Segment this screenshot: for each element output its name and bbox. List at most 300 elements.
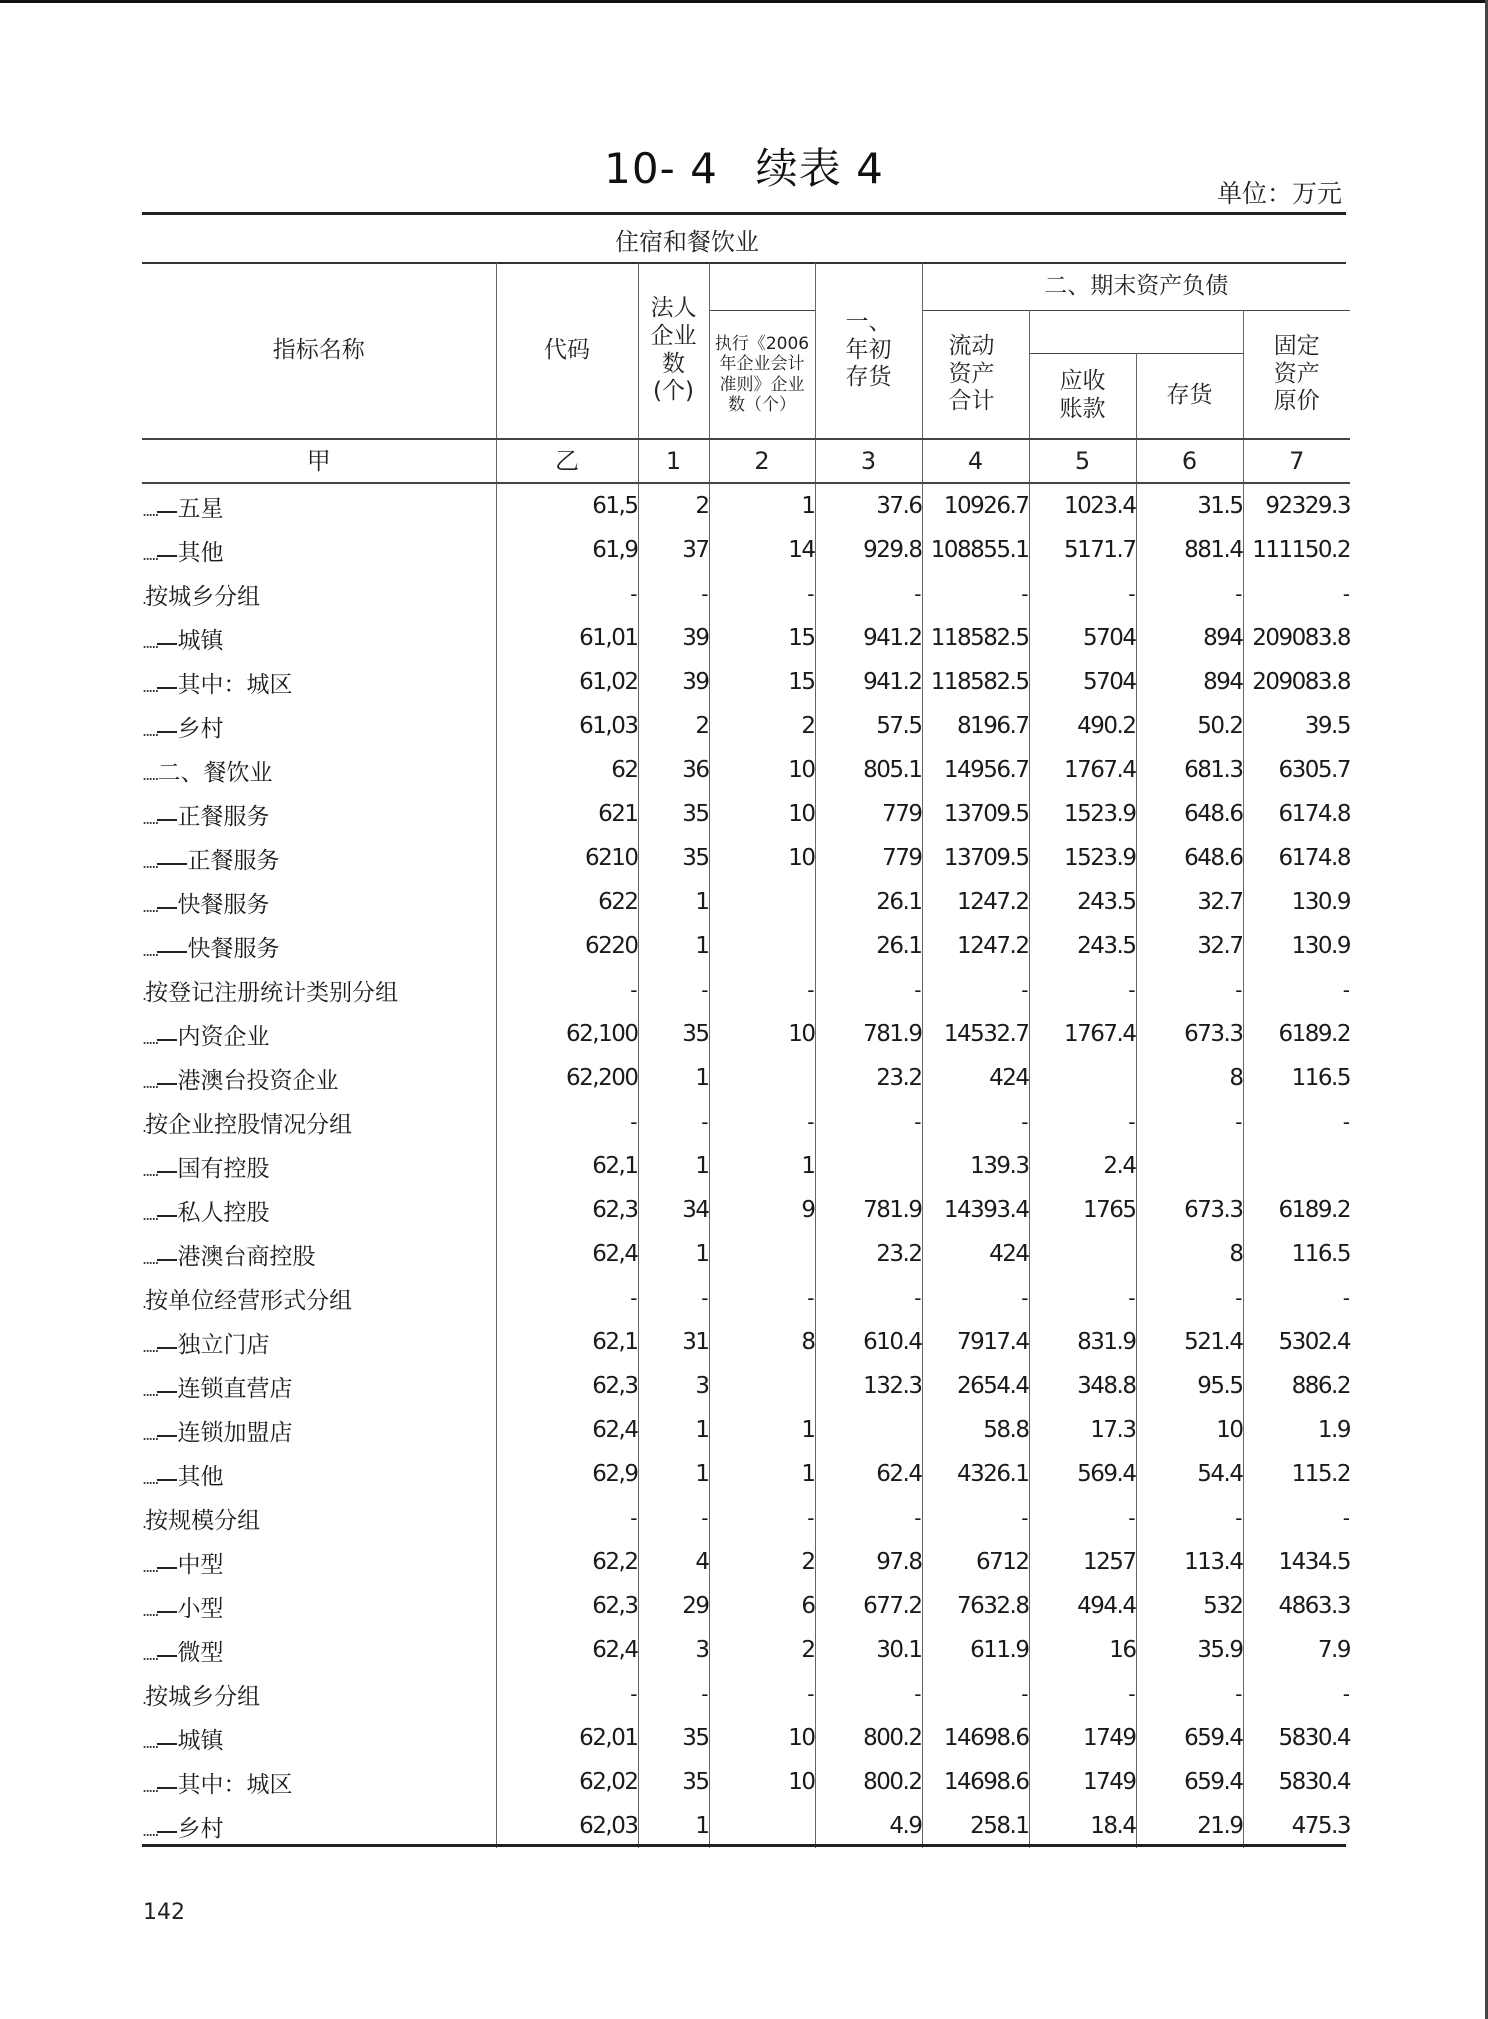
row-value: 881.4	[1136, 528, 1243, 572]
row-value: -	[1136, 1276, 1243, 1320]
row-value: 31.5	[1136, 483, 1243, 528]
row-value: 130.9	[1243, 924, 1350, 968]
table-row	[142, 616, 1350, 660]
row-value: 23.2	[815, 1056, 922, 1100]
row-value: 6305.7	[1243, 748, 1350, 792]
index-cell: 2	[709, 439, 815, 483]
row-label: 按单位经营形式分组	[145, 1287, 353, 1314]
row-value: 1	[638, 1056, 709, 1100]
header-text-line: 执行《2006	[714, 333, 810, 354]
row-value: -	[709, 968, 815, 1012]
row-indicator-name	[142, 572, 496, 616]
row-label: 按规模分组	[145, 1507, 261, 1534]
row-value	[709, 1056, 815, 1100]
indent-leader: .....	[142, 1728, 177, 1754]
row-value: 1257	[1029, 1540, 1136, 1584]
index-cell: 4	[922, 439, 1029, 483]
row-value: 10	[1136, 1408, 1243, 1452]
row-value: -	[815, 572, 922, 616]
table-row	[142, 1364, 1350, 1408]
row-value: 886.2	[1243, 1364, 1350, 1408]
indent-leader: .....	[142, 1596, 177, 1622]
row-value: 494.4	[1029, 1584, 1136, 1628]
row-value: 111150.2	[1243, 528, 1350, 572]
row-indicator-name	[142, 1100, 496, 1144]
row-value: 1749	[1029, 1760, 1136, 1804]
row-indicator-name	[142, 880, 496, 924]
row-value: 39	[638, 660, 709, 704]
row-value: 1247.2	[922, 880, 1029, 924]
row-indicator-name	[142, 1496, 496, 1540]
row-value: 681.3	[1136, 748, 1243, 792]
header-text-line: 年企业会计	[719, 354, 805, 375]
row-value: 8	[1136, 1232, 1243, 1276]
row-value: 610.4	[815, 1320, 922, 1364]
row-value: 659.4	[1136, 1760, 1243, 1804]
section-title: 住宿和餐饮业	[615, 228, 759, 256]
table-row	[142, 968, 1350, 1012]
row-value: 3	[638, 1364, 709, 1408]
table-row	[142, 1672, 1350, 1716]
row-value: 475.3	[1243, 1804, 1350, 1848]
row-value: -	[1136, 1100, 1243, 1144]
bottom-rule	[142, 1844, 1346, 1847]
row-value: 779	[815, 792, 922, 836]
row-value: -	[638, 1100, 709, 1144]
indent-leader: .....	[142, 1068, 177, 1094]
table-row	[142, 1276, 1350, 1320]
indent-leader: .	[142, 1292, 146, 1312]
row-value: 139.3	[922, 1144, 1029, 1188]
row-value: 6	[709, 1584, 815, 1628]
row-value: 1523.9	[1029, 792, 1136, 836]
row-value: 8	[1136, 1056, 1243, 1100]
row-value	[709, 1804, 815, 1848]
indent-leader: .....	[142, 1244, 177, 1270]
row-code: 6210	[496, 836, 638, 880]
row-code: -	[496, 1496, 638, 1540]
row-indicator-name	[142, 528, 496, 572]
row-value: 26.1	[815, 924, 922, 968]
row-code: 62,01	[496, 1716, 638, 1760]
row-code: -	[496, 1276, 638, 1320]
row-value: 611.9	[922, 1628, 1029, 1672]
row-value: 929.8	[815, 528, 922, 572]
row-value: -	[922, 968, 1029, 1012]
header-legal-entity-count	[638, 263, 709, 439]
row-value: 10	[709, 1760, 815, 1804]
row-value: 35	[638, 1760, 709, 1804]
row-value: -	[709, 1672, 815, 1716]
row-value: -	[1243, 1672, 1350, 1716]
row-value: 1	[709, 1452, 815, 1496]
table-row	[142, 572, 1350, 616]
row-label: 二、餐饮业	[157, 759, 273, 786]
row-value: -	[638, 1672, 709, 1716]
row-value: 29	[638, 1584, 709, 1628]
row-label: 港澳台商控股	[177, 1243, 316, 1270]
row-label: 乡村	[177, 715, 224, 742]
header-text-line: 一、	[845, 309, 892, 336]
header-code: 代码	[496, 263, 638, 439]
indent-leader: .....	[142, 1200, 177, 1226]
table-row	[142, 1452, 1350, 1496]
header-text-line: 原价	[1273, 388, 1320, 415]
row-value: 3	[638, 1628, 709, 1672]
row-value: -	[1029, 1276, 1136, 1320]
index-cell: 6	[1136, 439, 1243, 483]
row-label: 连锁加盟店	[177, 1419, 293, 1446]
row-value: 2	[709, 1628, 815, 1672]
row-value: 781.9	[815, 1188, 922, 1232]
row-value: 2	[709, 704, 815, 748]
row-value: 14956.7	[922, 748, 1029, 792]
table-row	[142, 1012, 1350, 1056]
table-row	[142, 748, 1350, 792]
row-value: 115.2	[1243, 1452, 1350, 1496]
row-value: 673.3	[1136, 1012, 1243, 1056]
row-value: 95.5	[1136, 1364, 1243, 1408]
indent-leader: .....	[142, 1464, 177, 1490]
table-number: 10- 4	[604, 144, 718, 193]
row-value: 15	[709, 616, 815, 660]
row-label: 城镇	[177, 1727, 224, 1754]
row-value: 32.7	[1136, 924, 1243, 968]
row-value: 1765	[1029, 1188, 1136, 1232]
row-value: 648.6	[1136, 792, 1243, 836]
row-label: 快餐服务	[177, 891, 270, 918]
row-value: -	[815, 1276, 922, 1320]
index-cell: 甲	[142, 439, 496, 483]
row-value: 941.2	[815, 616, 922, 660]
header-inventory: 存货	[1136, 354, 1243, 440]
row-value: -	[815, 1672, 922, 1716]
indent-leader: .....	[142, 1772, 177, 1798]
row-value: 8196.7	[922, 704, 1029, 748]
row-indicator-name	[142, 748, 496, 792]
row-code: 62,02	[496, 1760, 638, 1804]
row-value: 941.2	[815, 660, 922, 704]
row-code: 61,5	[496, 483, 638, 528]
row-value: 6712	[922, 1540, 1029, 1584]
row-code: 61,01	[496, 616, 638, 660]
row-value: 7632.8	[922, 1584, 1029, 1628]
row-value: 532	[1136, 1584, 1243, 1628]
indent-leader: .....	[142, 804, 177, 830]
row-value	[815, 1408, 922, 1452]
row-code: 62,1	[496, 1320, 638, 1364]
row-indicator-name	[142, 1320, 496, 1364]
indent-leader: .....	[142, 672, 177, 698]
row-value: -	[1136, 968, 1243, 1012]
row-value: 569.4	[1029, 1452, 1136, 1496]
indent-leader: .....	[142, 1640, 177, 1666]
row-code: 62,1	[496, 1144, 638, 1188]
header-indicator-name: 指标名称	[142, 263, 496, 439]
row-value: 62.4	[815, 1452, 922, 1496]
row-value: 805.1	[815, 748, 922, 792]
row-value: 781.9	[815, 1012, 922, 1056]
row-value: -	[1029, 1496, 1136, 1540]
table-row	[142, 1320, 1350, 1364]
row-value: 1	[638, 1144, 709, 1188]
header-text-line: 企业	[650, 322, 697, 349]
row-code: 61,03	[496, 704, 638, 748]
row-value: -	[1029, 1100, 1136, 1144]
row-value: 35	[638, 836, 709, 880]
row-value: 424	[922, 1056, 1029, 1100]
index-cell: 乙	[496, 439, 638, 483]
row-value: 6189.2	[1243, 1012, 1350, 1056]
header-text-line: 账款	[1059, 396, 1106, 422]
row-value: -	[709, 1276, 815, 1320]
row-indicator-name	[142, 616, 496, 660]
row-value: 13709.5	[922, 792, 1029, 836]
row-value: 10	[709, 748, 815, 792]
row-value: 4326.1	[922, 1452, 1029, 1496]
row-value	[815, 1144, 922, 1188]
row-value: 92329.3	[1243, 483, 1350, 528]
row-label: 连锁直营店	[177, 1375, 293, 1402]
row-value: 113.4	[1136, 1540, 1243, 1584]
row-value: 16	[1029, 1628, 1136, 1672]
row-value: 1	[709, 1144, 815, 1188]
row-code: 622	[496, 880, 638, 924]
page-top-border	[0, 0, 1488, 3]
row-indicator-name	[142, 1144, 496, 1188]
header-std2006-count	[709, 311, 815, 440]
row-value: 1	[638, 924, 709, 968]
row-value: 1247.2	[922, 924, 1029, 968]
indent-leader: .....	[142, 628, 177, 654]
row-value: 23.2	[815, 1232, 922, 1276]
header-text-line: 准则》企业	[719, 374, 805, 395]
row-value: 1523.9	[1029, 836, 1136, 880]
row-indicator-name	[142, 1584, 496, 1628]
indent-leader: .....	[142, 496, 177, 522]
table-row	[142, 1804, 1350, 1848]
row-value: -	[922, 1100, 1029, 1144]
row-value: 2	[638, 704, 709, 748]
row-code: -	[496, 1100, 638, 1144]
row-value	[1029, 1056, 1136, 1100]
row-indicator-name	[142, 924, 496, 968]
row-value: 39.5	[1243, 704, 1350, 748]
indent-leader: .....	[142, 1332, 177, 1358]
row-value: 10	[709, 836, 815, 880]
row-value: 648.6	[1136, 836, 1243, 880]
row-value: 116.5	[1243, 1056, 1350, 1100]
header-receivables	[1029, 354, 1136, 440]
row-value: 130.9	[1243, 880, 1350, 924]
row-value: 132.3	[815, 1364, 922, 1408]
row-value: 34	[638, 1188, 709, 1232]
row-value: 7.9	[1243, 1628, 1350, 1672]
row-value: 26.1	[815, 880, 922, 924]
indent-leader: .....	[142, 936, 187, 962]
header-text-line: 合计	[948, 388, 995, 415]
row-code: 62,3	[496, 1364, 638, 1408]
row-value: -	[709, 1496, 815, 1540]
row-value	[1136, 1144, 1243, 1188]
row-indicator-name	[142, 1056, 496, 1100]
row-value: 37	[638, 528, 709, 572]
row-value	[1243, 1144, 1350, 1188]
row-code: 621	[496, 792, 638, 836]
row-value: 2654.4	[922, 1364, 1029, 1408]
row-indicator-name	[142, 660, 496, 704]
row-indicator-name	[142, 968, 496, 1012]
row-value: -	[1243, 968, 1350, 1012]
row-value: 209083.8	[1243, 616, 1350, 660]
indent-leader: .....	[142, 848, 187, 874]
row-indicator-name	[142, 1408, 496, 1452]
row-value: 1767.4	[1029, 1012, 1136, 1056]
table-row	[142, 483, 1350, 528]
indent-leader: .....	[142, 1420, 177, 1446]
row-value: 14	[709, 528, 815, 572]
row-value: 424	[922, 1232, 1029, 1276]
row-value: 1767.4	[1029, 748, 1136, 792]
row-label: 正餐服务	[187, 847, 280, 874]
page-number: 142	[143, 1900, 185, 1925]
table-row	[142, 1540, 1350, 1584]
row-value: -	[922, 572, 1029, 616]
row-value	[709, 1232, 815, 1276]
row-label: 小型	[177, 1595, 224, 1622]
table-body	[142, 483, 1350, 1848]
row-value: 32.7	[1136, 880, 1243, 924]
header-text-line: 年初	[845, 336, 892, 363]
table-row	[142, 1188, 1350, 1232]
row-code: 61,02	[496, 660, 638, 704]
row-value: 1023.4	[1029, 483, 1136, 528]
row-indicator-name	[142, 1760, 496, 1804]
row-value: 35	[638, 1012, 709, 1056]
row-value: 5171.7	[1029, 528, 1136, 572]
row-indicator-name	[142, 483, 496, 528]
row-value: 4.9	[815, 1804, 922, 1848]
unit-label: 单位：万元	[1216, 179, 1342, 208]
header-end-balance-group: 二、期末资产负债	[922, 263, 1350, 311]
row-indicator-name	[142, 1452, 496, 1496]
row-value: 6174.8	[1243, 792, 1350, 836]
row-value: 21.9	[1136, 1804, 1243, 1848]
row-label: 五星	[177, 495, 224, 522]
row-value: 209083.8	[1243, 660, 1350, 704]
row-value: 1	[638, 1232, 709, 1276]
row-value: 4	[638, 1540, 709, 1584]
header-blank	[709, 263, 815, 311]
row-value: -	[1243, 1100, 1350, 1144]
table-row	[142, 1628, 1350, 1672]
row-value: 5830.4	[1243, 1760, 1350, 1804]
row-label: 其他	[177, 1463, 224, 1490]
row-label: 私人控股	[177, 1199, 270, 1226]
row-value: -	[1029, 572, 1136, 616]
header-text-line: 资产	[1273, 360, 1320, 387]
row-indicator-name	[142, 1012, 496, 1056]
indent-leader: .....	[142, 892, 177, 918]
row-indicator-name	[142, 1188, 496, 1232]
row-value: 1	[709, 1408, 815, 1452]
indent-leader: .....	[142, 1156, 177, 1182]
row-value: 1	[638, 1804, 709, 1848]
row-value: 14698.6	[922, 1716, 1029, 1760]
indent-leader: .....	[142, 1552, 177, 1578]
indent-leader: .....	[142, 716, 177, 742]
row-value: 659.4	[1136, 1716, 1243, 1760]
row-indicator-name	[142, 1276, 496, 1320]
row-value: 2	[638, 483, 709, 528]
table-row	[142, 1584, 1350, 1628]
row-label: 中型	[177, 1551, 224, 1578]
row-value: -	[638, 1496, 709, 1540]
row-value: -	[1136, 1672, 1243, 1716]
row-code: 62	[496, 748, 638, 792]
header-opening-inventory	[815, 263, 922, 439]
row-value: 243.5	[1029, 924, 1136, 968]
row-value: 118582.5	[922, 660, 1029, 704]
table-row	[142, 528, 1350, 572]
table-row	[142, 704, 1350, 748]
row-label: 按企业控股情况分组	[145, 1111, 353, 1138]
header-text-line: (个)	[653, 378, 694, 405]
row-value: 116.5	[1243, 1232, 1350, 1276]
row-label: 正餐服务	[177, 803, 270, 830]
row-value: 10	[709, 792, 815, 836]
row-value: 1434.5	[1243, 1540, 1350, 1584]
row-value: -	[1136, 572, 1243, 616]
row-code: 62,100	[496, 1012, 638, 1056]
row-code: -	[496, 1672, 638, 1716]
row-label: 内资企业	[177, 1023, 270, 1050]
row-value: 5704	[1029, 660, 1136, 704]
table-row	[142, 1056, 1350, 1100]
table-row	[142, 1408, 1350, 1452]
index-cell: 1	[638, 439, 709, 483]
row-value: 15	[709, 660, 815, 704]
row-code: 62,200	[496, 1056, 638, 1100]
row-value: 1	[709, 483, 815, 528]
table-row	[142, 660, 1350, 704]
row-value: -	[1136, 1496, 1243, 1540]
row-indicator-name	[142, 1364, 496, 1408]
row-value: 490.2	[1029, 704, 1136, 748]
row-value: 10926.7	[922, 483, 1029, 528]
row-value: 779	[815, 836, 922, 880]
row-value	[709, 924, 815, 968]
row-value: 800.2	[815, 1716, 922, 1760]
row-value: 39	[638, 616, 709, 660]
row-label: 按登记注册统计类别分组	[145, 979, 399, 1006]
row-indicator-name	[142, 704, 496, 748]
row-value: 14532.7	[922, 1012, 1029, 1056]
row-value: 894	[1136, 616, 1243, 660]
row-value: 58.8	[922, 1408, 1029, 1452]
row-label: 国有控股	[177, 1155, 270, 1182]
indent-leader: .	[142, 1512, 146, 1532]
row-value: 894	[1136, 660, 1243, 704]
indent-leader: .....	[142, 1816, 177, 1842]
row-value: 8	[709, 1320, 815, 1364]
row-value: 1	[638, 1408, 709, 1452]
row-label: 乡村	[177, 1815, 224, 1842]
row-label: 城镇	[177, 627, 224, 654]
row-value: -	[1029, 1672, 1136, 1716]
row-code: 62,3	[496, 1584, 638, 1628]
row-indicator-name	[142, 1232, 496, 1276]
